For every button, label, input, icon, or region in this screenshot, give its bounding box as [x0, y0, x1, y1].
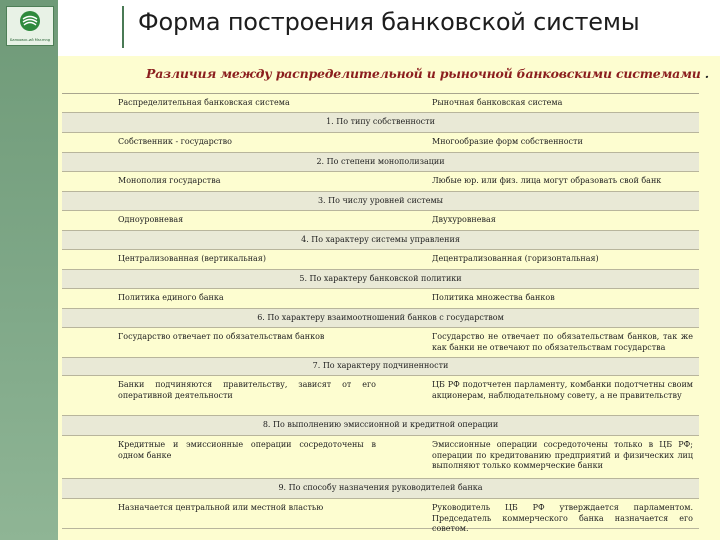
section-row-9: 9. По способу назначения руководителей банка	[62, 479, 699, 499]
table-row	[62, 289, 699, 309]
table-header-row	[62, 94, 699, 113]
section-row-1: 1. По типу собственности	[62, 113, 699, 133]
table-row	[62, 133, 699, 153]
table-row	[62, 250, 699, 270]
table-row	[62, 499, 699, 533]
logo-caption: Банковск-ий Msr.mng	[9, 38, 51, 42]
cell-right: Политика множества банков	[432, 293, 555, 302]
cell-left: Государство отвечает по обязательствам банков	[118, 332, 325, 341]
subtitle	[146, 66, 709, 81]
title-divider	[122, 6, 124, 48]
cell-left: Собственник - государство	[118, 137, 232, 146]
cell-left: Одноуровневая	[118, 215, 184, 224]
section-row-4: 4. По характеру системы управления	[62, 231, 699, 250]
page-title: Форма построения банковской системы	[138, 8, 640, 36]
title-bar	[58, 0, 720, 56]
comparison-table	[62, 93, 699, 533]
cell-right: Руководитель ЦБ РФ утверждается парламентом. Председатель коммерческого банка назначается его советом.	[432, 503, 693, 533]
cell-right: Эмиссионные операции сосредоточены только в ЦБ РФ; операции по кредитованию предприятий и физических лиц выполняют только коммерческие банки	[432, 440, 693, 470]
section-row-6: 6. По характеру взаимоотношений банков с государством	[62, 309, 699, 328]
cell-right: Многообразие форм собственности	[432, 137, 583, 146]
cell-left: Монополия государства	[118, 176, 221, 185]
table-row	[62, 172, 699, 192]
header-left: Распределительная банковская система	[118, 98, 290, 107]
cell-right: Двухуровневая	[432, 215, 496, 224]
cell-right: Децентрализованная (горизонтальная)	[432, 254, 599, 263]
cell-right: Любые юр. или физ. лица могут образовать свой банк	[432, 176, 662, 185]
section-row-7: 7. По характеру подчиненности	[62, 358, 699, 376]
subtitle-end: .	[704, 66, 709, 81]
table-row	[62, 376, 699, 416]
table-row	[62, 211, 699, 231]
section-row-8: 8. По выполнению эмиссионной и кредитной операции	[62, 416, 699, 436]
cell-left: Кредитные и эмиссионные операции сосредоточены в одном банке	[118, 440, 376, 460]
bank-logo	[6, 6, 54, 46]
header-right: Рыночная банковская система	[432, 98, 563, 107]
section-row-5: 5. По характеру банковской политики	[62, 270, 699, 289]
leaf-logo-icon	[19, 10, 41, 32]
table-row	[62, 436, 699, 479]
cell-left: Назначается центральной или местной властью	[118, 503, 324, 512]
section-row-3: 3. По числу уровней системы	[62, 192, 699, 211]
slide-content	[58, 56, 720, 540]
cell-left: Политика единого банка	[118, 293, 224, 302]
section-row-2: 2. По степени монополизации	[62, 153, 699, 172]
cell-right: ЦБ РФ подотчетен парламенту, комбанки подотчетны своим акционерам, наблюдательному совету, а не правительству	[432, 380, 693, 400]
cell-left: Централизованная (вертикальная)	[118, 254, 266, 263]
subtitle-text: Различия между распределительной и рыночной банковскими системами	[146, 66, 701, 81]
sidebar	[0, 0, 58, 540]
cell-left: Банки подчиняются правительству, зависят от его оперативной деятельности	[118, 380, 376, 400]
cell-right: Государство не отвечает по обязательствам банков, так же как банки не отвечают по обязательствам государства	[432, 332, 693, 352]
table-row	[62, 328, 699, 358]
